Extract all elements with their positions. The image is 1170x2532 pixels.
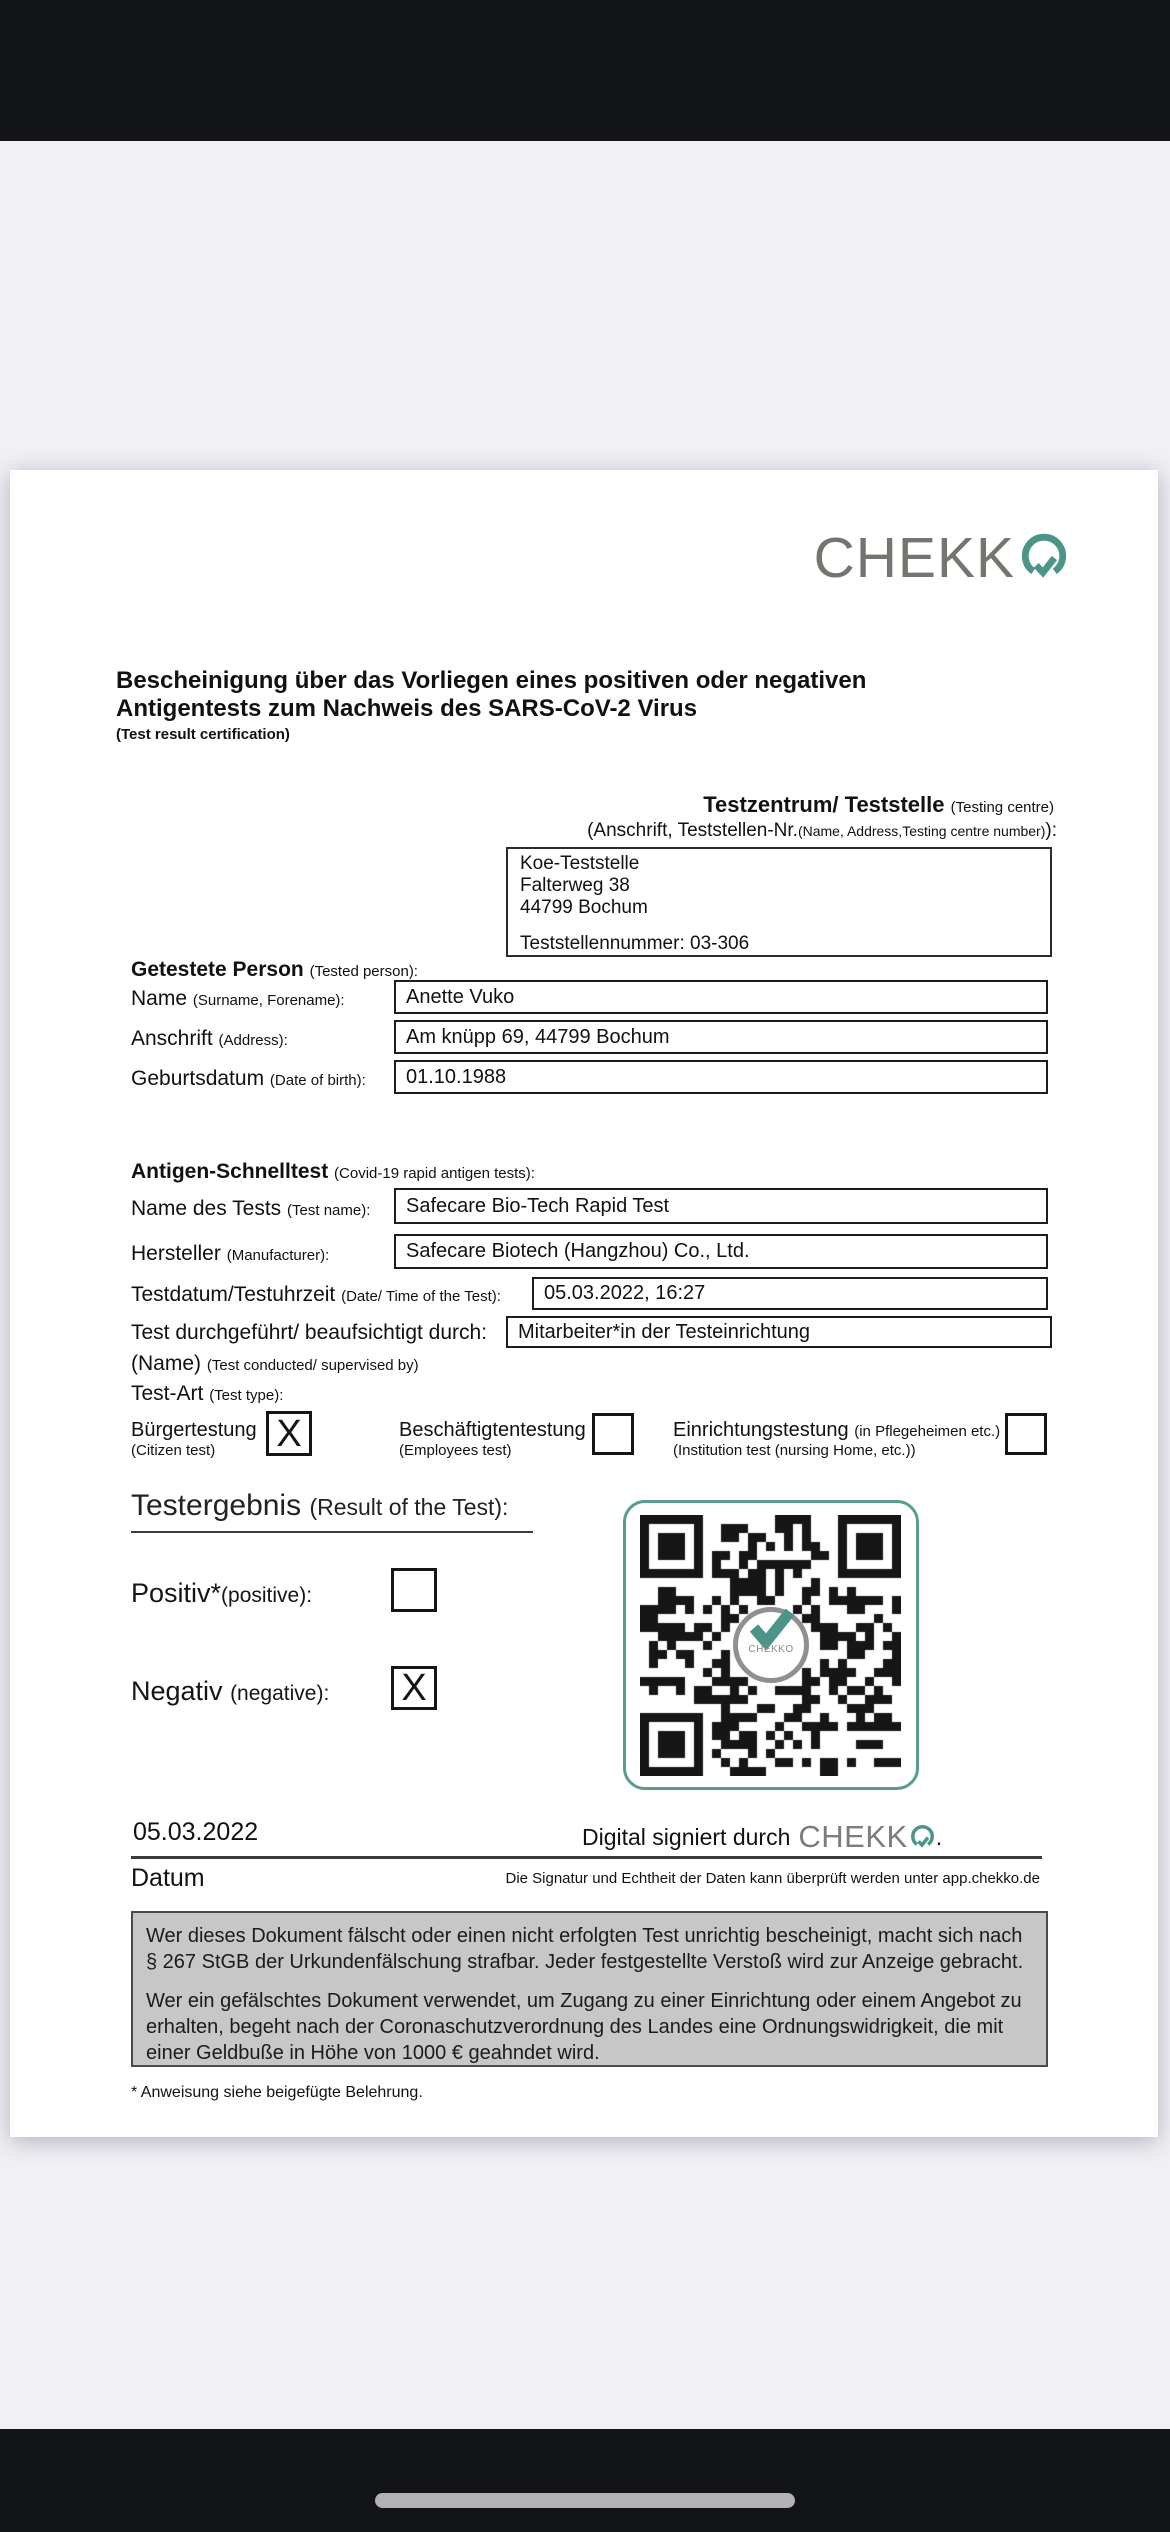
qr-center-badge [733,1607,809,1683]
home-indicator[interactable] [375,2493,795,2508]
test-centre-subheading-small: (Name, Address,Testing centre number) [797,823,1046,839]
dob-label [131,1067,366,1091]
name-field [394,980,1048,1014]
person-heading-main: Getestete Person [131,958,304,981]
test-datetime-value: 05.03.2022, 16:27 [544,1282,706,1304]
institution-test-checkbox[interactable] [1005,1413,1047,1455]
address-label-sub: (Address): [218,1032,288,1049]
test-name-label-sub: (Test name): [287,1202,371,1219]
citizen-label-main: Bürgertestung [131,1419,257,1441]
title-line-1: Bescheinigung über das Vorliegen eines positiven oder negativen [116,667,867,694]
test-type-label [131,1382,283,1406]
test-name-field [394,1188,1048,1224]
test-name-label-main: Name des Tests [131,1197,282,1220]
manufacturer-value: Safecare Biotech (Hangzhou) Co., Ltd. [406,1240,750,1262]
employees-label-sub: (Employees test) [399,1442,512,1459]
digital-signed-text: Digital signiert durch [582,1823,791,1850]
result-heading [131,1489,533,1533]
test-centre-subheading-end: ): [1045,820,1057,841]
digital-suffix: . [935,1823,943,1850]
negative-label-main: Negativ [131,1676,223,1706]
test-type-label-sub: (Test type): [209,1387,284,1404]
dob-value: 01.10.1988 [406,1065,507,1088]
test-type-institution-label [673,1419,1003,1459]
person-section-heading [131,958,418,982]
positive-label [131,1578,312,1609]
name-label [131,987,345,1011]
conducted-by-value: Mitarbeiter*in der Testeinrichtung [518,1320,811,1343]
test-centre-heading-sub: (Testing centre) [950,799,1054,816]
qr-badge-brand: CHEKKO [748,1644,794,1655]
dob-label-sub: (Date of birth): [269,1072,366,1089]
manufacturer-field [394,1234,1048,1269]
citizen-label-sub: (Citizen test) [131,1442,216,1459]
digital-brand-text: CHEKK [798,1819,908,1854]
address-label-main: Anschrift [131,1027,213,1050]
signature-rule [131,1856,1042,1859]
negative-checkbox[interactable] [391,1666,437,1710]
test-type-employees-label [399,1419,586,1459]
test-datetime-label-sub: (Date/ Time of the Test): [341,1288,501,1305]
warning-paragraph-2: Wer ein gefälschtes Dokument verwendet, um Zugang zu einer Einrichtung oder einem Angebot zu erhalten, begeht nach der Coronaschutzverordnung des Landes eine Ordnungswidrigkeit, die mit einer Geldbuße in Höhe von 1000 € geahndet wird. [146,1990,1022,2064]
conducted-by-field [506,1316,1052,1348]
certificate-page [10,470,1158,2137]
dob-label-main: Geburtsdatum [131,1067,265,1090]
centre-number: Teststellennummer: 03-306 [520,933,750,954]
centre-city: 44799 Bochum [520,897,648,918]
warning-paragraph-1: Wer dieses Dokument fälscht oder einen nicht erfolgten Test unrichtig bescheinigt, macht sich nach § 267 StGB der Urkundenfälschung strafbar. Jeder festgestellte Verstoß wird zur Anzeige gebracht. [146,1925,1024,1973]
test-centre-heading-main: Testzentrum/ Teststelle [703,792,945,817]
test-datetime-label [131,1283,501,1307]
institution-label-word: Einrichtungstestung [673,1419,849,1441]
centre-name: Koe-Teststelle [520,853,640,874]
conducted-by-sublabel [131,1352,419,1376]
test-centre-subheading-main: (Anschrift, Teststellen-Nr. [587,820,798,841]
institution-label-main [673,1419,1003,1442]
title-subtitle: (Test result certification) [116,726,290,743]
digital-signature-line [582,1819,942,1855]
address-value: Am knüpp 69, 44799 Bochum [406,1025,670,1048]
positive-label-main: Positiv* [131,1578,222,1608]
chekko-logo [814,525,1070,591]
centre-street: Falterweg 38 [520,875,630,896]
signature-date: 05.03.2022 [133,1818,259,1846]
institution-label-small: (in Pflegeheimen etc.) [854,1423,1001,1440]
test-type-citizen-label [131,1419,257,1459]
employees-label-main: Beschäftigtentestung [399,1419,586,1441]
bottom-bar [0,2429,1170,2532]
negative-checkmark: X [401,1667,427,1709]
test-name-value: Safecare Bio-Tech Rapid Test [406,1194,670,1217]
test-centre-heading [703,792,1054,818]
positive-checkbox[interactable] [391,1568,437,1612]
legal-warning-box [131,1911,1048,2067]
name-label-main: Name [131,987,188,1010]
citizen-test-checkmark: X [276,1412,302,1455]
result-heading-sub: (Result of the Test): [309,1494,509,1520]
instruction-footnote: * Anweisung siehe beigefügte Belehrung. [131,2084,423,2101]
status-bar-area [0,0,1170,141]
citizen-test-checkbox[interactable] [266,1411,312,1456]
document-viewer [0,141,1170,2429]
employees-test-checkbox[interactable] [592,1413,634,1455]
result-heading-main: Testergebnis [131,1489,302,1522]
chekko-o-pin-icon [1018,532,1070,584]
title-line-2: Antigentests zum Nachweis des SARS-CoV-2 Virus [116,695,698,722]
test-name-label [131,1197,370,1221]
test-datetime-field [532,1277,1048,1310]
test-centre-subheading [587,820,1057,842]
conducted-by-label [131,1321,487,1345]
qr-code [623,1500,919,1790]
dob-field [394,1060,1048,1094]
manufacturer-label-sub: (Manufacturer): [226,1247,330,1264]
document-title [116,667,876,743]
test-heading-main: Antigen-Schnelltest [131,1160,329,1183]
date-label: Datum [131,1864,205,1892]
name-value: Anette Vuko [406,985,515,1008]
address-field [394,1020,1048,1054]
test-type-label-main: Test-Art [131,1382,204,1405]
address-label [131,1027,288,1051]
test-datetime-label-main: Testdatum/Testuhrzeit [131,1283,336,1306]
name-label-sub: (Surname, Forename): [192,992,345,1009]
test-section-heading [131,1160,535,1184]
manufacturer-label [131,1242,329,1266]
digital-chekko-o-icon [909,1824,936,1851]
negative-label-sub: (negative): [230,1682,330,1705]
manufacturer-label-main: Hersteller [131,1242,221,1265]
negative-label [131,1676,329,1707]
chekko-logo-text: CHEKK [813,526,1015,590]
institution-label-sub: (Institution test (nursing Home, etc.)) [673,1442,916,1459]
conducted-by-label-main: Test durchgeführt/ beaufsichtigt durch: [131,1321,488,1344]
positive-label-sub: (positive): [221,1584,313,1607]
conducted-by-sublabel-en: (Test conducted/ supervised by) [206,1357,419,1374]
test-centre-address-box [506,847,1052,957]
conducted-by-sublabel-name: (Name) [131,1352,202,1375]
test-heading-sub: (Covid-19 rapid antigen tests): [334,1165,535,1182]
person-heading-sub: (Tested person): [309,963,418,980]
verification-note: Die Signatur und Echtheit der Daten kann überprüft werden unter app.chekko.de [505,1870,1040,1887]
